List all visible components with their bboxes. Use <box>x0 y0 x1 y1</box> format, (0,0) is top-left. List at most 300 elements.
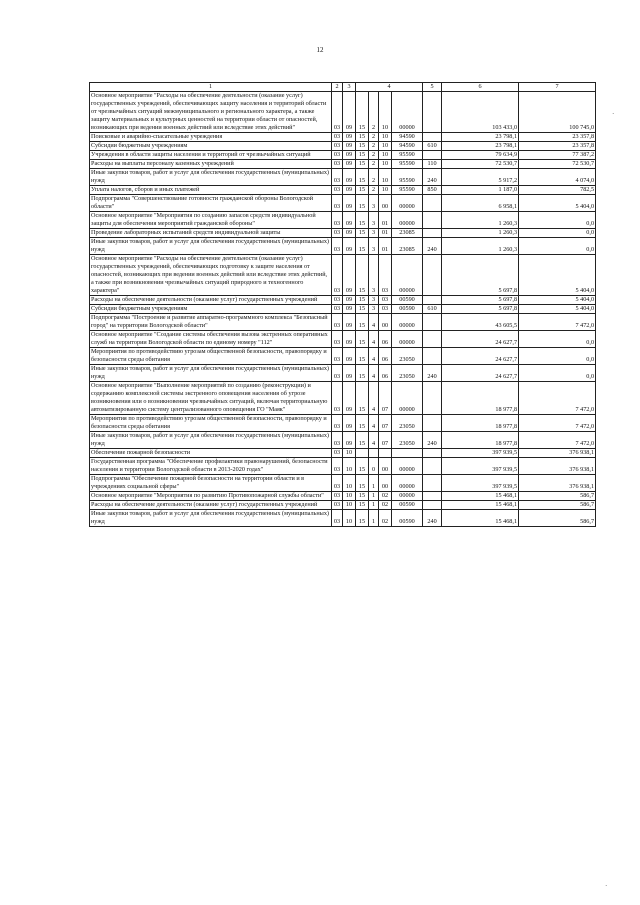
row-name: Основное мероприятие "Мероприятия по развитию Противопожарной службы области" <box>90 492 332 501</box>
amount-col7: 782,5 <box>519 186 596 195</box>
code-expense-type <box>423 195 442 212</box>
table-row <box>90 195 596 212</box>
header-cell: 1 <box>90 83 332 92</box>
amount-col6: 1 260,3 <box>442 229 519 238</box>
code-subprogram: 3 <box>369 229 379 238</box>
code-expense-type <box>423 151 442 160</box>
table-row <box>90 314 596 331</box>
code-program: 15 <box>356 229 369 238</box>
row-name: Мероприятия по противодействию угрозам общественной безопасности, правопорядку и безопасности среды обитания <box>90 415 332 432</box>
code-direction: 00000 <box>392 382 423 415</box>
amount-col7: 586,7 <box>519 501 596 510</box>
code-expense-type <box>423 296 442 305</box>
amount-col7: 72 530,7 <box>519 160 596 169</box>
code-direction: 94590 <box>392 142 423 151</box>
table-row <box>90 365 596 382</box>
code-activity: 06 <box>379 348 392 365</box>
amount-col7: 5 404,0 <box>519 305 596 314</box>
code-subprogram: 4 <box>369 331 379 348</box>
code-activity: 02 <box>379 510 392 527</box>
code-direction: 23050 <box>392 348 423 365</box>
code-program: 15 <box>356 169 369 186</box>
code-subsection: 09 <box>343 169 356 186</box>
code-subprogram: 4 <box>369 314 379 331</box>
code-direction: 00000 <box>392 458 423 475</box>
code-direction: 00590 <box>392 305 423 314</box>
code-expense-type: 240 <box>423 510 442 527</box>
code-subprogram: 1 <box>369 501 379 510</box>
code-subsection: 09 <box>343 314 356 331</box>
code-section: 03 <box>332 142 343 151</box>
amount-col6: 397 939,5 <box>442 458 519 475</box>
code-subsection: 09 <box>343 331 356 348</box>
table-header <box>90 83 596 92</box>
amount-col6: 1 260,3 <box>442 238 519 255</box>
code-expense-type <box>423 314 442 331</box>
code-expense-type: 240 <box>423 432 442 449</box>
code-section: 03 <box>332 348 343 365</box>
code-activity: 10 <box>379 169 392 186</box>
code-activity: 10 <box>379 92 392 133</box>
amount-col7: 5 404,0 <box>519 296 596 305</box>
amount-col7: 5 404,0 <box>519 195 596 212</box>
row-name: Подпрограмма "Обеспечение пожарной безопасности на территории области и в учреждениях социальной сферы" <box>90 475 332 492</box>
amount-col7: 376 938,1 <box>519 458 596 475</box>
code-expense-type <box>423 492 442 501</box>
code-direction: 00590 <box>392 501 423 510</box>
code-subprogram: 2 <box>369 151 379 160</box>
amount-col6: 397 939,5 <box>442 475 519 492</box>
table-row <box>90 331 596 348</box>
code-section: 03 <box>332 449 343 458</box>
code-activity: 07 <box>379 415 392 432</box>
table-body <box>90 92 596 527</box>
row-name: Основное мероприятие "Расходы на обеспечение деятельности (оказание услуг) государственных учреждений, обеспечивающих защиту населения и территорий области от чрезвычайных ситуаций межмуниципального и регионального характера, а также защиту материальных и культурных ценностей на территории области от опасностей, возникающих при ведении военных действий или вследствие этих действий" <box>90 92 332 133</box>
code-subsection: 10 <box>343 492 356 501</box>
row-name: Подпрограмма "Совершенствование готовности гражданской обороны Вологодской области" <box>90 195 332 212</box>
row-name: Расходы на обеспечение деятельности (оказание услуг) государственных учреждений <box>90 501 332 510</box>
code-direction: 95590 <box>392 160 423 169</box>
table-row <box>90 296 596 305</box>
code-subprogram: 2 <box>369 169 379 186</box>
code-direction: 00000 <box>392 92 423 133</box>
row-name: Расходы на обеспечение деятельности (оказание услуг) государственных учреждений <box>90 296 332 305</box>
amount-col7: 7 472,0 <box>519 432 596 449</box>
amount-col6: 18 977,8 <box>442 415 519 432</box>
code-activity: 03 <box>379 305 392 314</box>
code-section: 03 <box>332 501 343 510</box>
code-activity: 03 <box>379 296 392 305</box>
row-name: Основное мероприятие "Создание системы обеспечения вызова экстренных оперативных служб на территории Вологодской области по единому номеру "112" <box>90 331 332 348</box>
code-direction: 00000 <box>392 195 423 212</box>
code-section: 03 <box>332 186 343 195</box>
code-activity: 10 <box>379 160 392 169</box>
code-expense-type: 850 <box>423 186 442 195</box>
code-direction: 23085 <box>392 229 423 238</box>
code-section: 03 <box>332 314 343 331</box>
table-row <box>90 458 596 475</box>
amount-col7: 7 472,0 <box>519 314 596 331</box>
row-name: Иные закупки товаров, работ и услуг для обеспечения государственных (муниципальных) нужд <box>90 238 332 255</box>
table-row <box>90 229 596 238</box>
code-expense-type <box>423 449 442 458</box>
page-number: 12 <box>316 46 324 54</box>
amount-col6: 5 697,8 <box>442 305 519 314</box>
code-direction: 95590 <box>392 151 423 160</box>
code-program: 15 <box>356 92 369 133</box>
code-subsection: 10 <box>343 458 356 475</box>
code-section: 03 <box>332 92 343 133</box>
header-cell: 4 <box>356 83 423 92</box>
code-subprogram: 2 <box>369 92 379 133</box>
code-section: 03 <box>332 169 343 186</box>
code-section: 03 <box>332 296 343 305</box>
code-subprogram: 1 <box>369 475 379 492</box>
code-direction: 23050 <box>392 432 423 449</box>
code-expense-type <box>423 458 442 475</box>
code-subsection: 09 <box>343 212 356 229</box>
code-subprogram: 2 <box>369 142 379 151</box>
code-section: 03 <box>332 133 343 142</box>
code-expense-type: 240 <box>423 365 442 382</box>
code-subsection: 10 <box>343 510 356 527</box>
code-activity: 00 <box>379 475 392 492</box>
code-program: 15 <box>356 296 369 305</box>
code-activity: 03 <box>379 255 392 296</box>
code-subprogram <box>369 449 379 458</box>
code-subsection: 09 <box>343 186 356 195</box>
code-activity: 07 <box>379 432 392 449</box>
table-row <box>90 169 596 186</box>
code-activity: 06 <box>379 331 392 348</box>
code-expense-type: 240 <box>423 238 442 255</box>
code-program: 15 <box>356 458 369 475</box>
code-subsection: 09 <box>343 305 356 314</box>
code-section: 03 <box>332 212 343 229</box>
row-name: Уплата налогов, сборов и иных платежей <box>90 186 332 195</box>
code-subsection: 09 <box>343 133 356 142</box>
code-subsection: 10 <box>343 501 356 510</box>
amount-col6: 15 468,1 <box>442 492 519 501</box>
code-subprogram: 1 <box>369 510 379 527</box>
code-direction <box>392 449 423 458</box>
code-program <box>356 449 369 458</box>
amount-col7: 0,0 <box>519 212 596 229</box>
table-row <box>90 382 596 415</box>
code-expense-type: 240 <box>423 169 442 186</box>
code-direction: 23050 <box>392 365 423 382</box>
code-subprogram: 2 <box>369 186 379 195</box>
amount-col7: 23 357,8 <box>519 142 596 151</box>
table-row <box>90 133 596 142</box>
amount-col7: 0,0 <box>519 365 596 382</box>
code-activity <box>379 449 392 458</box>
code-subprogram: 4 <box>369 348 379 365</box>
row-name: Иные закупки товаров, работ и услуг для обеспечения государственных (муниципальных) нужд <box>90 432 332 449</box>
amount-col6: 15 468,1 <box>442 510 519 527</box>
code-section: 03 <box>332 510 343 527</box>
amount-col7: 0,0 <box>519 229 596 238</box>
code-expense-type <box>423 331 442 348</box>
table-row <box>90 449 596 458</box>
code-activity: 10 <box>379 151 392 160</box>
code-section: 03 <box>332 382 343 415</box>
row-name: Иные закупки товаров, работ и услуг для обеспечения государственных (муниципальных) нужд <box>90 510 332 527</box>
code-subsection: 10 <box>343 449 356 458</box>
code-direction: 95590 <box>392 186 423 195</box>
code-section: 03 <box>332 432 343 449</box>
amount-col7: 5 404,0 <box>519 255 596 296</box>
table-row <box>90 142 596 151</box>
code-section: 03 <box>332 255 343 296</box>
code-section: 03 <box>332 365 343 382</box>
row-name: Обеспечение пожарной безопасности <box>90 449 332 458</box>
table-row <box>90 501 596 510</box>
amount-col7: 586,7 <box>519 510 596 527</box>
code-program: 15 <box>356 238 369 255</box>
code-section: 03 <box>332 475 343 492</box>
code-subprogram: 3 <box>369 195 379 212</box>
budget-table <box>89 82 596 527</box>
code-program: 15 <box>356 314 369 331</box>
amount-col6: 1 260,3 <box>442 212 519 229</box>
code-program: 15 <box>356 255 369 296</box>
code-subprogram: 2 <box>369 160 379 169</box>
amount-col7: 100 745,0 <box>519 92 596 133</box>
row-name: Государственная программа "Обеспечение профилактики правонарушений, безопасности населения и территории Вологодской области в 2013-2020 годах" <box>90 458 332 475</box>
amount-col6: 72 530,7 <box>442 160 519 169</box>
code-subprogram: 4 <box>369 432 379 449</box>
code-direction: 94590 <box>392 133 423 142</box>
code-activity: 00 <box>379 195 392 212</box>
code-program: 15 <box>356 212 369 229</box>
code-subsection: 09 <box>343 160 356 169</box>
row-name: Основное мероприятие "Выполнение мероприятий по созданию (реконструкции) и содержанию комплексной системы экстренного оповещения населения об угрозе возникновения или о возникновении чрезвычайных ситуаций, включая территориальную автоматизированную систему централизованного оповещения ГО "Маяк" <box>90 382 332 415</box>
code-subprogram: 0 <box>369 458 379 475</box>
table-row <box>90 255 596 296</box>
code-activity: 01 <box>379 212 392 229</box>
row-name: Подпрограмма "Построение и развитие аппаратно-программного комплекса "Безопасный город" на территории Вологодской области" <box>90 314 332 331</box>
code-section: 03 <box>332 195 343 212</box>
code-direction: 95590 <box>392 169 423 186</box>
table-row <box>90 492 596 501</box>
code-subprogram: 3 <box>369 238 379 255</box>
amount-col6: 24 627,7 <box>442 331 519 348</box>
code-expense-type: 610 <box>423 305 442 314</box>
amount-col7: 7 472,0 <box>519 382 596 415</box>
row-name: Основное мероприятие "Мероприятия по созданию запасов средств индивидуальной защиты для обеспечения мероприятий гражданской обороны" <box>90 212 332 229</box>
amount-col7: 4 074,0 <box>519 169 596 186</box>
code-program: 15 <box>356 305 369 314</box>
code-activity: 00 <box>379 314 392 331</box>
row-name: Основное мероприятие "Расходы на обеспечение деятельности (оказание услуг) государственных учреждений, обеспечивающих подготовку к защите населения от опасностей, возникающих при ведении военных действий или вследствие этих действий, а также при возникновении чрезвычайных ситуаций природного и техногенного характера" <box>90 255 332 296</box>
code-program: 15 <box>356 133 369 142</box>
code-program: 15 <box>356 492 369 501</box>
table-row <box>90 432 596 449</box>
code-activity: 01 <box>379 229 392 238</box>
table-row <box>90 510 596 527</box>
amount-col6: 5 917,2 <box>442 169 519 186</box>
table-row <box>90 415 596 432</box>
margin-tick: · <box>605 882 608 890</box>
code-expense-type <box>423 133 442 142</box>
header-cell: 7 <box>519 83 596 92</box>
amount-col7: 0,0 <box>519 238 596 255</box>
code-expense-type <box>423 255 442 296</box>
header-cell: 5 <box>423 83 442 92</box>
code-subprogram: 3 <box>369 296 379 305</box>
code-program: 15 <box>356 142 369 151</box>
code-program: 15 <box>356 186 369 195</box>
amount-col7: 376 938,1 <box>519 449 596 458</box>
code-program: 15 <box>356 365 369 382</box>
header-cell: 2 <box>332 83 343 92</box>
code-expense-type <box>423 348 442 365</box>
amount-col6: 79 634,9 <box>442 151 519 160</box>
code-subprogram: 4 <box>369 382 379 415</box>
code-expense-type: 610 <box>423 142 442 151</box>
code-section: 03 <box>332 458 343 475</box>
code-activity: 02 <box>379 492 392 501</box>
row-name: Учреждения в области защиты населения и территорий от чрезвычайных ситуаций <box>90 151 332 160</box>
code-subprogram: 1 <box>369 492 379 501</box>
code-expense-type <box>423 475 442 492</box>
amount-col6: 1 187,0 <box>442 186 519 195</box>
code-section: 03 <box>332 229 343 238</box>
row-name: Субсидии бюджетным учреждениям <box>90 142 332 151</box>
code-program: 15 <box>356 475 369 492</box>
table-row <box>90 305 596 314</box>
code-subprogram: 4 <box>369 365 379 382</box>
code-expense-type <box>423 229 442 238</box>
row-name: Иные закупки товаров, работ и услуг для обеспечения государственных (муниципальных) нужд <box>90 365 332 382</box>
code-expense-type <box>423 212 442 229</box>
amount-col6: 397 939,5 <box>442 449 519 458</box>
row-name: Поисковые и аварийно-спасательные учреждения <box>90 133 332 142</box>
code-subsection: 09 <box>343 195 356 212</box>
code-direction: 00000 <box>392 492 423 501</box>
code-subsection: 09 <box>343 415 356 432</box>
code-program: 15 <box>356 160 369 169</box>
table-row <box>90 160 596 169</box>
amount-col6: 24 627,7 <box>442 348 519 365</box>
code-program: 15 <box>356 195 369 212</box>
row-name: Иные закупки товаров, работ и услуг для обеспечения государственных (муниципальных) нужд <box>90 169 332 186</box>
table-row <box>90 92 596 133</box>
table-row <box>90 475 596 492</box>
margin-tick: · <box>612 110 615 118</box>
code-subsection: 09 <box>343 92 356 133</box>
code-section: 03 <box>332 160 343 169</box>
amount-col7: 77 387,2 <box>519 151 596 160</box>
row-name: Субсидии бюджетным учреждениям <box>90 305 332 314</box>
code-subprogram: 3 <box>369 305 379 314</box>
code-program: 15 <box>356 432 369 449</box>
amount-col6: 5 697,8 <box>442 296 519 305</box>
amount-col6: 15 468,1 <box>442 501 519 510</box>
amount-col6: 23 798,1 <box>442 142 519 151</box>
table-row <box>90 151 596 160</box>
code-subsection: 09 <box>343 238 356 255</box>
code-direction: 00590 <box>392 296 423 305</box>
code-subsection: 09 <box>343 365 356 382</box>
code-subprogram: 2 <box>369 133 379 142</box>
code-program: 15 <box>356 501 369 510</box>
row-name: Мероприятия по противодействию угрозам общественной безопасности, правопорядку и безопасности среды обитания <box>90 348 332 365</box>
row-name: Проведение лабораторных испытаний средств индивидуальной защиты <box>90 229 332 238</box>
table-row <box>90 238 596 255</box>
table-row <box>90 348 596 365</box>
code-direction: 00000 <box>392 255 423 296</box>
code-subprogram: 4 <box>369 415 379 432</box>
code-subsection: 09 <box>343 296 356 305</box>
code-section: 03 <box>332 415 343 432</box>
amount-col7: 0,0 <box>519 331 596 348</box>
code-section: 03 <box>332 238 343 255</box>
code-activity: 01 <box>379 238 392 255</box>
code-program: 15 <box>356 382 369 415</box>
code-subsection: 09 <box>343 142 356 151</box>
code-program: 15 <box>356 510 369 527</box>
amount-col6: 6 958,1 <box>442 195 519 212</box>
header-cell: 6 <box>442 83 519 92</box>
amount-col7: 23 357,8 <box>519 133 596 142</box>
code-direction: 00000 <box>392 475 423 492</box>
code-section: 03 <box>332 151 343 160</box>
amount-col6: 18 977,8 <box>442 432 519 449</box>
code-direction: 23085 <box>392 238 423 255</box>
code-activity: 10 <box>379 142 392 151</box>
code-expense-type <box>423 92 442 133</box>
code-subprogram: 3 <box>369 212 379 229</box>
row-name: Расходы на выплаты персоналу казенных учреждений <box>90 160 332 169</box>
amount-col6: 43 605,5 <box>442 314 519 331</box>
code-activity: 10 <box>379 133 392 142</box>
code-direction: 00590 <box>392 510 423 527</box>
code-activity: 02 <box>379 501 392 510</box>
code-subsection: 09 <box>343 229 356 238</box>
code-program: 15 <box>356 348 369 365</box>
amount-col6: 5 697,8 <box>442 255 519 296</box>
table-row <box>90 186 596 195</box>
code-subsection: 09 <box>343 255 356 296</box>
code-section: 03 <box>332 492 343 501</box>
amount-col7: 0,0 <box>519 348 596 365</box>
code-section: 03 <box>332 331 343 348</box>
code-program: 15 <box>356 151 369 160</box>
amount-col7: 376 938,1 <box>519 475 596 492</box>
code-direction: 23050 <box>392 415 423 432</box>
code-activity: 07 <box>379 382 392 415</box>
code-activity: 00 <box>379 458 392 475</box>
code-direction: 00000 <box>392 331 423 348</box>
code-activity: 10 <box>379 186 392 195</box>
amount-col6: 103 433,0 <box>442 92 519 133</box>
code-program: 15 <box>356 331 369 348</box>
code-expense-type: 110 <box>423 160 442 169</box>
code-section: 03 <box>332 305 343 314</box>
code-direction: 00000 <box>392 314 423 331</box>
code-subsection: 09 <box>343 382 356 415</box>
code-subsection: 09 <box>343 432 356 449</box>
amount-col6: 18 977,8 <box>442 382 519 415</box>
code-subsection: 09 <box>343 348 356 365</box>
code-expense-type <box>423 415 442 432</box>
code-expense-type <box>423 501 442 510</box>
code-subsection: 10 <box>343 475 356 492</box>
amount-col6: 24 627,7 <box>442 365 519 382</box>
code-subprogram: 3 <box>369 255 379 296</box>
